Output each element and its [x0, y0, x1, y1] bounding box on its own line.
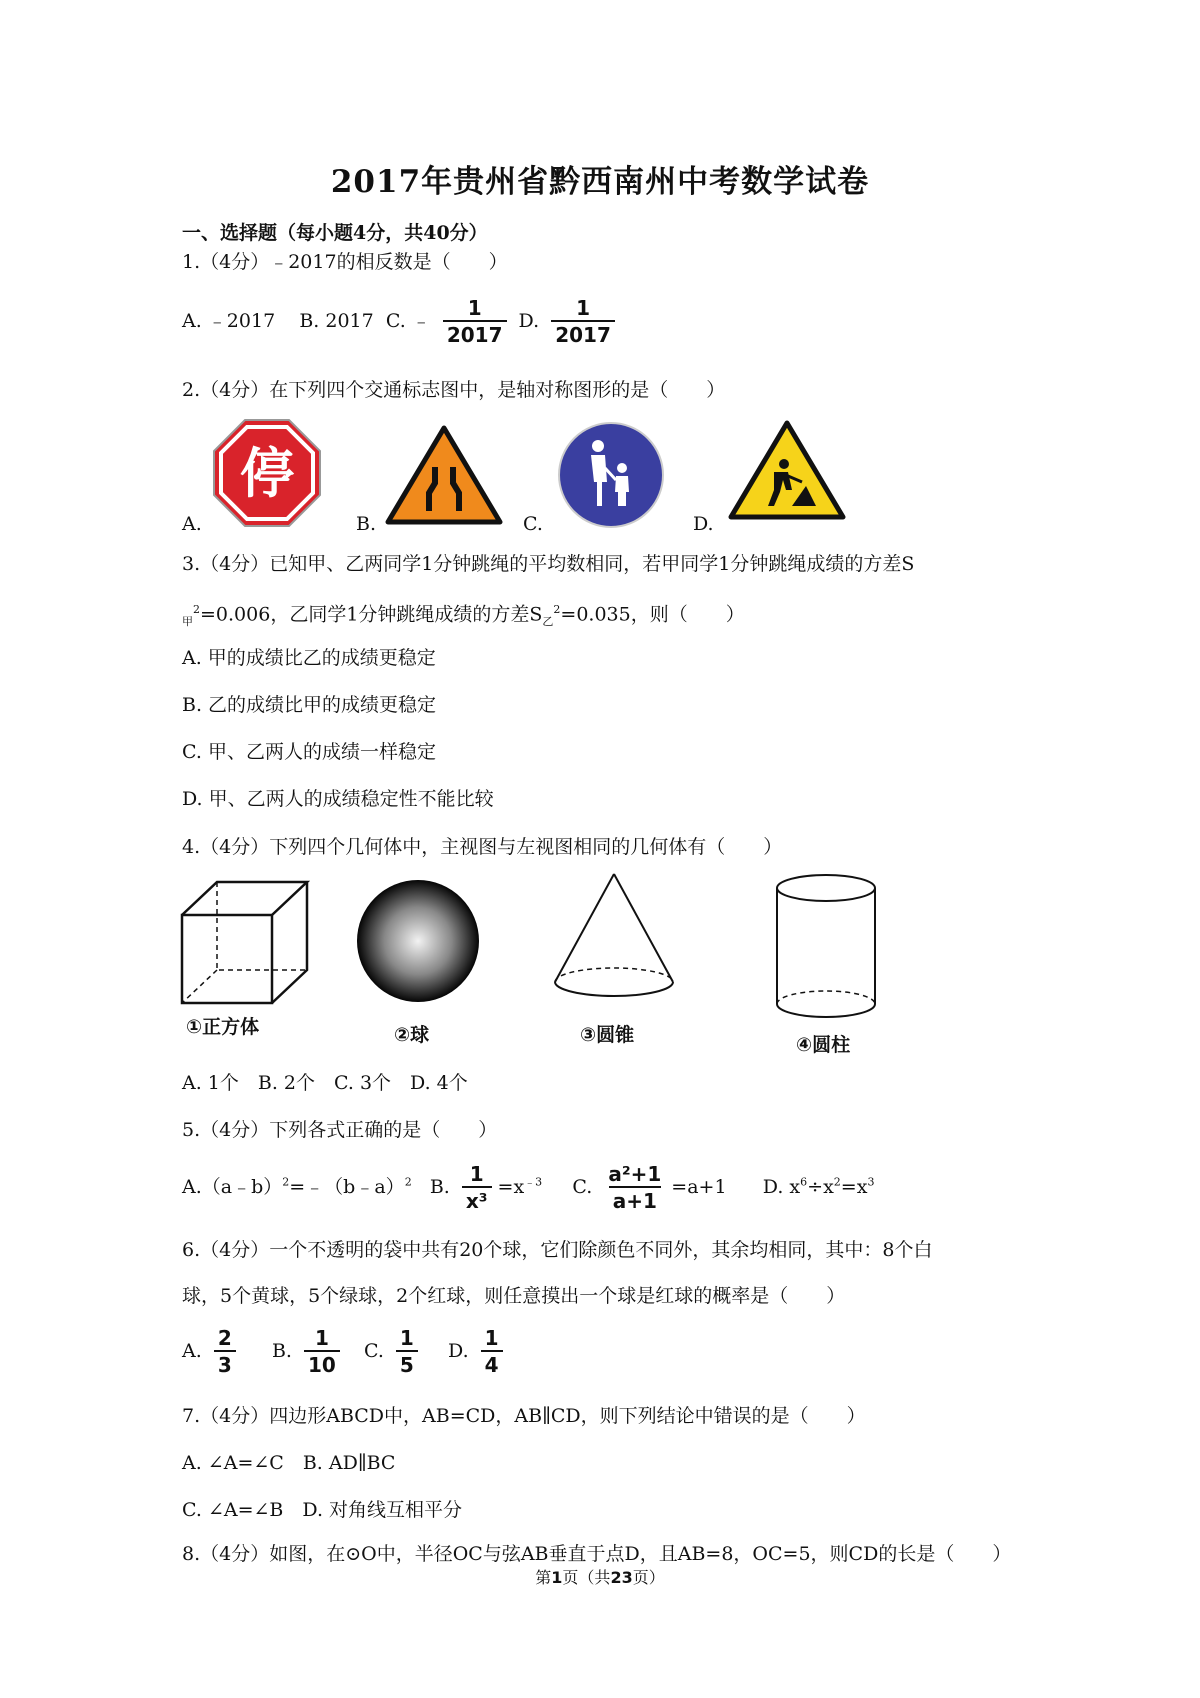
section-heading: 一、选择题（每小题4分，共40分） [182, 222, 488, 244]
q6-option-d-fraction [481, 1326, 503, 1378]
q1-option-d-fraction [551, 296, 615, 348]
q2-label-b: B. [356, 513, 377, 535]
q5-d-exponent2: 2 [833, 1175, 841, 1189]
q3-sup2: 2 [553, 603, 561, 616]
footer-pre: 第 [535, 1568, 552, 1587]
q5-b-exponent: ﹣3 [524, 1175, 543, 1189]
q5-c-rest: =a+1 [671, 1176, 727, 1198]
q7-options-ab: A. ∠A=∠C B. AD∥BC [182, 1452, 396, 1474]
page-title: 2017年贵州省黔西南州中考数学试卷 [330, 164, 870, 200]
road-work-sign-icon [728, 420, 846, 520]
q6-option-b-fraction [304, 1326, 340, 1378]
q5-a-exponent: 2 [282, 1175, 290, 1189]
q5-option-a: A.（a﹣b） [182, 1176, 283, 1198]
cube-icon [180, 880, 310, 1005]
q5-a-mid: =﹣（b﹣a） [289, 1176, 405, 1198]
q3-sub-jia: 甲 [182, 615, 193, 629]
q4-stem: 4.（4分）下列四个几何体中，主视图与左视图相同的几何体有（ ） [182, 836, 783, 858]
q5-d-mid2: =x [840, 1176, 868, 1198]
q6-stem-line1: 6.（4分）一个不透明的袋中共有20个球，它们除颜色不同外，其余均相同，其中：8个白 [182, 1239, 933, 1261]
q6-option-d-label: D. [448, 1340, 469, 1362]
q5-option-c-fraction [604, 1162, 665, 1214]
sphere-icon [355, 878, 481, 1004]
q3-sup: 2 [193, 603, 200, 616]
q6-option-c-label: C. [363, 1340, 384, 1362]
q6-stem-line2: 球，5个黄球，5个绿球，2个红球，则任意摸出一个球是红球的概率是（ ） [182, 1285, 846, 1307]
fraction-denominator: 3 [214, 1350, 236, 1378]
q1-stem: 1.（4分）﹣2017的相反数是（ ） [182, 251, 508, 273]
footer-post: 页） [632, 1568, 665, 1587]
q7-options-cd: C. ∠A=∠B D. 对角线互相平分 [182, 1499, 463, 1521]
footer-mid: 页（共 [562, 1568, 611, 1587]
fraction-numerator: 1 [467, 296, 482, 320]
fraction-numerator: 1 [576, 296, 590, 320]
q1-option-a: A. ﹣2017 [182, 310, 276, 332]
q5-stem: 5.（4分）下列各式正确的是（ ） [182, 1119, 498, 1141]
q6-option-a-fraction [214, 1326, 236, 1378]
fraction-numerator: 2 [217, 1326, 232, 1350]
caption-cylinder: ④圆柱 [796, 1034, 851, 1056]
q1-option-b: B. 2017 [299, 310, 374, 332]
fraction-denominator: 2017 [551, 320, 615, 348]
q2-label-c: C. [523, 513, 543, 535]
q5-a-exponent2: 2 [404, 1175, 412, 1189]
caption-sphere: ②球 [394, 1024, 430, 1046]
q3-option-a: A. 甲的成绩比乙的成绩更稳定 [182, 647, 436, 669]
q1-option-c-label: C. ﹣ [385, 310, 431, 332]
q3-stem-line1: 3.（4分）已知甲、乙两同学1分钟跳绳的平均数相同，若甲同学1分钟跳绳成绩的方差S [182, 553, 915, 575]
pedestrian-sign-icon [556, 420, 666, 530]
footer-total-pages: 23 [610, 1568, 633, 1587]
fraction-denominator: 5 [396, 1350, 418, 1378]
q5-b-rest: =x [497, 1176, 525, 1198]
q3-stem-end: =0.035，则（ ） [560, 603, 745, 626]
q1-options [182, 296, 621, 348]
q5-option-b-label: B. [429, 1176, 450, 1198]
q5-option-b-fraction [462, 1162, 492, 1214]
fraction-denominator: 2017 [443, 320, 507, 348]
stop-sign-icon [212, 418, 322, 528]
q5-d-mid: ÷x [807, 1176, 834, 1198]
q5-d-exponent: 6 [800, 1175, 808, 1189]
q3-option-d: D. 甲、乙两人的成绩稳定性不能比较 [182, 788, 494, 810]
sign-a-text: 停 [240, 442, 294, 505]
q6-option-b-label: B. [271, 1340, 292, 1362]
fraction-numerator: 1 [399, 1326, 414, 1350]
q2-stem: 2.（4分）在下列四个交通标志图中，是轴对称图形的是（ ） [182, 379, 726, 401]
q3-option-b: B. 乙的成绩比甲的成绩更稳定 [182, 694, 437, 716]
q5-d-exponent3: 3 [867, 1175, 875, 1189]
caption-cube: ①正方体 [186, 1016, 260, 1038]
q3-stem-mid: =0.006，乙同学1分钟跳绳成绩的方差S [200, 603, 543, 626]
q2-label-a: A. [182, 513, 202, 535]
q6-options [182, 1326, 509, 1378]
cone-icon [552, 872, 676, 1000]
page-footer [0, 1565, 1200, 1588]
fraction-numerator: 1 [484, 1326, 499, 1350]
footer-page-number: 1 [551, 1568, 563, 1587]
fraction-numerator: a²+1 [608, 1162, 662, 1186]
fraction-numerator: 1 [469, 1162, 484, 1186]
fraction-denominator: x³ [462, 1186, 492, 1214]
cylinder-icon [774, 872, 878, 1022]
q1-option-d-label: D. [518, 310, 540, 332]
fraction-denominator: a+1 [609, 1186, 661, 1214]
q3-stem-line2 [182, 598, 745, 634]
fraction-numerator: 1 [314, 1326, 329, 1350]
caption-cone: ③圆锥 [580, 1024, 635, 1046]
q1-option-c-fraction [443, 296, 507, 348]
q6-option-c-fraction [396, 1326, 418, 1378]
q7-stem: 7.（4分）四边形ABCD中，AB=CD，AB∥CD，则下列结论中错误的是（ ） [182, 1405, 866, 1427]
q5-option-c-label: C. [572, 1176, 593, 1198]
q5-option-d: D. x [762, 1176, 801, 1198]
q6-option-a-label: A. [182, 1340, 202, 1362]
q5-options [182, 1162, 874, 1214]
q4-answers: A. 1个 B. 2个 C. 3个 D. 4个 [182, 1072, 468, 1094]
q8-stem: 8.（4分）如图，在⊙O中，半径OC与弦AB垂直于点D，且AB=8，OC=5，则CD的长是（ ） [182, 1543, 1012, 1565]
q3-sub-yi: 乙 [542, 615, 554, 629]
fraction-denominator: 10 [304, 1350, 340, 1378]
q2-label-d: D. [693, 513, 714, 535]
narrow-road-sign-icon [385, 425, 503, 525]
fraction-denominator: 4 [481, 1350, 503, 1378]
q3-option-c: C. 甲、乙两人的成绩一样稳定 [182, 741, 436, 763]
